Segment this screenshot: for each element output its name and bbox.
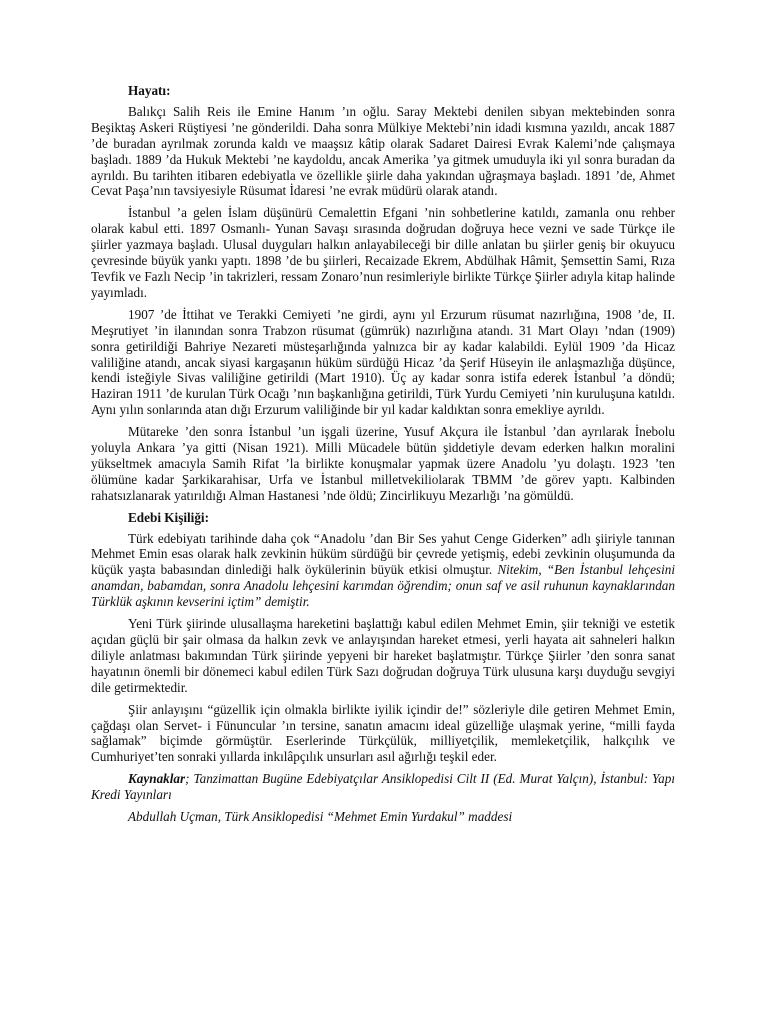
sources-second-entry: Abdullah Uçman, Türk Ansiklopedisi “Mehmet Emin Yurdakul” maddesi bbox=[128, 809, 513, 825]
section-heading-edebi-kisiligi: Edebi Kişiliği: bbox=[128, 509, 209, 525]
life-paragraph-1: Balıkçı Salih Reis ile Emine Hanım ’ın oğlu. Saray Mektebi denilen sıbyan mektebinden sonra Beşiktaş Askeri Rüştiyesi ’ne gönderildi. Daha sonra Mülkiye Mektebi’nin idadi kısmına yazıldı, ancak 1887 ’de buradan ayrılmak zorunda kaldı ve maaşsız kâtip olarak Sadaret Dairesi Evrak Kalemi’nde çalışmaya başladı. 1889 ’da Hukuk Mektebi ’ne kaydoldu, ancak Amerika ’ya gitmek umuduyla iki yıl sonra buradan da ayrıldı. Bu tarihten itibaren edebiyatla ve özellikle şiirle daha yakından uğraşmaya başladı. 1891 ’de, Ahmet Cevat Paşa’nın tavsiyesiyle Rüsumat İdaresi ’ne evrak müdürü olarak atandı. bbox=[91, 103, 675, 199]
life-paragraph-4: Mütareke ’den sonra İstanbul ’un işgali üzerine, Yusuf Akçura ile İstanbul ’dan ayrılarak İnebolu yoluyla Ankara ’ya gitti (Nisan 1921). Milli Mücadele bütün şiddetiyle devam ederken halkın moralini yükseltmek amacıyla Samih Rifat ’la birlikte konuşmalar yapmak üzere Anadolu ’yu dolaştı. 1923 ’ten ölümüne kadar Şarkikarahisar, Urfa ve İstanbul milletvekiliolarak TBMM ’de görev yaptı. Kalbinden rahatsızlanarak yatırıldığı Alman Hastanesi ’nde öldü; Zincirlikuyu Mezarlığı ’na gömüldü. bbox=[91, 424, 675, 503]
sources-label: Kaynaklar bbox=[128, 771, 186, 787]
life-paragraph-3: 1907 ’de İttihat ve Terakki Cemiyeti ’ne girdi, aynı yıl Erzurum rüsumat nazırlığına, 1908 ’de, II. Meşrutiyet ’in ilanından sonra Trabzon rüsumat (gümrük) nazırlığına atandı. 31 Mart Olayı ’ndan (1909) sonra getirildiği Bahriye Nezareti müsteşarlığında yalnızca bir ay kadar kalabildi. Eylül 1909 ’da Hicaz valiliğine atandı, ancak siyasi kargaşanın hüküm sürdüğü Hicaz ’da Şerif Hüseyin ile anlaşmazlığa düşünce, kendi isteğiyle Sivas valiliğine getirildi (Mart 1910). Üç ay kadar sonra istifa ederek İstanbul ’a döndü; Haziran 1911 ’de kurulan Türk Ocağı ’nın başkanlığına getirildi, Türk Yurdu Cemiyeti ’nin kuruluşuna katıldı. Aynı yılın sonlarında atan dığı Erzurum valiliğinde bir yıl kadar kaldıktan sonra emekliye ayrıldı. bbox=[91, 306, 675, 418]
literary-paragraph-1-quote: Nitekim, “Ben İstanbul lehçesini anamdan, babamdan, sonra Anadolu lehçesini karımdan öğrendim; onun saf ve asil ruhunun kaynaklarından Türklük aşkının kevserini içtim” demiştir. bbox=[91, 562, 675, 610]
sources-paragraph bbox=[91, 771, 675, 803]
life-paragraph-2: İstanbul ’a gelen İslam düşünürü Cemalettin Efgani ’nin sohbetlerine katıldı, zamanla onu rehber olarak kabul etti. 1897 Osmanlı- Yunan Savaşı sırasında doğrudan doğruya hece vezni ve sade Türkçe ile şiirler yazmaya başladı. Ulusal duyguları halkın anlayabileceği bir dille anlatan bu şiirler geniş bir okuyucu çevresinde büyük yankı yaptı. 1898 ’de bu şiirleri, Recaizade Ekrem, Abdülhak Hâmit, Şemsettin Sami, Rıza Tevfik ve Fazlı Necip ’in takrizleri, ressam Zonaro’nun resimleriyle birlikte Türkçe Şiirler adıyla kitap halinde yayımladı. bbox=[91, 205, 675, 300]
sources-text: ; Tanzimattan Bugüne Edebiyatçılar Ansiklopedisi Cilt II (Ed. Murat Yalçın), İstanbul: Yapı Kredi Yayınları bbox=[91, 771, 675, 803]
literary-paragraph-1-text: Türk edebiyatı tarihinde daha çok “Anadolu ’dan Bir Ses yahut Cenge Giderken” adlı şiiriyle tanınan Mehmet Emin esas olarak halk zevkinin hüküm sürdüğü bir çevrede yetişmiş, edebi zevkinin oluşumunda da küçük yaşta babasından dinlediği halk öykülerinin büyük etkisi olmuştur. bbox=[91, 530, 675, 578]
literary-paragraph-3: Şiir anlayışını “güzellik için olmakla birlikte iyilik içindir de!” sözleriyle dile getiren Mehmet Emin, çağdaşı olan Servet- i Fünuncular ’ın tersine, sanatın amacını ideal güzelliğe ulaşmak yerine, “milli fayda sağlamak” biçimde görmüştür. Eserlerinde Türkçülük, milliyetçilik, memleketçilik, halkçılık ve Cumhuriyet’ten sonraki yıllarda inkılâpçılık unsurları asıl ağırlığı teşkil eder. bbox=[91, 701, 675, 765]
section-heading-hayati: Hayatı: bbox=[128, 83, 171, 98]
literary-paragraph-2: Yeni Türk şiirinde ulusallaşma hareketini başlattığı kabul edilen Mehmet Emin, şiir tekniği ve estetik açıdan güçlü bir şair olmasa da halkın zevk ve anlayışından hareket etmesi, yerli hayata ait sahneleri halkın diliyle anlatması bakımından Türk şiirinde yepyeni bir hareket başlatmıştır. Türkçe Şiirler ’den sonra sanat hayatının önemli bir dönemeci kabul edilen Türk Sazı doğrudan doğruya Türk ulusuna karşı duyduğu sevgiyi dile getirmektedir. bbox=[91, 616, 675, 695]
literary-paragraph-1 bbox=[91, 531, 675, 611]
document-page bbox=[91, 83, 675, 831]
